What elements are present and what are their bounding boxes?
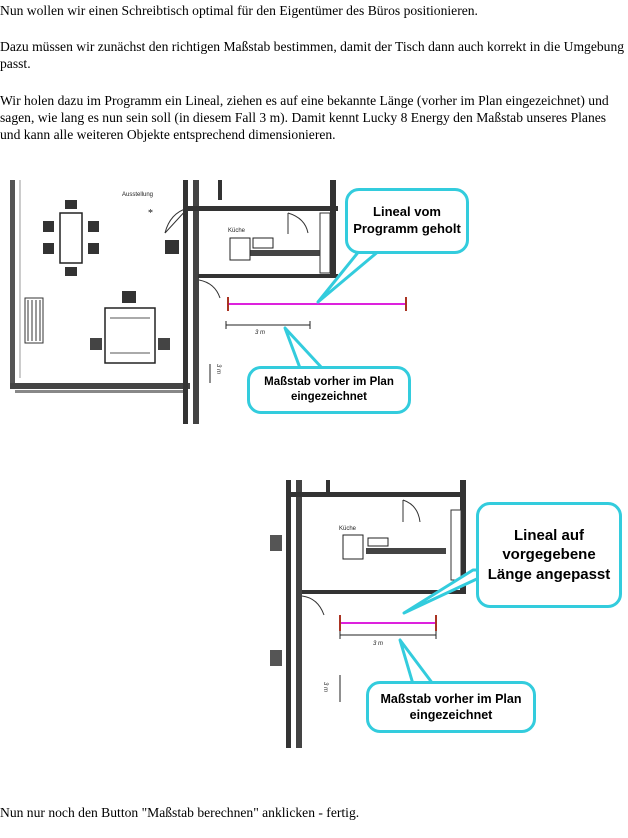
side-scale-label: 3 m: [322, 681, 329, 693]
closing-paragraph: Nun nur noch den Button "Maßstab berechnen" anklicken - fertig.: [0, 805, 360, 820]
floor-plan-figure-2: [268, 480, 626, 748]
callout-scale-drawn: Maßstab vorher im Plan eingezeichnet: [247, 366, 411, 414]
callout-ruler-from-program: Lineal vom Programm geholt: [345, 188, 469, 254]
scale-label: 3 m: [373, 641, 384, 647]
svg-text:*: *: [148, 208, 153, 219]
scale-label: 3 m: [255, 330, 266, 336]
side-scale-label: 3 m: [215, 363, 222, 375]
callout-scale-drawn: Maßstab vorher im Plan eingezeichnet: [366, 681, 536, 733]
room-label-kitchen: Küche: [339, 526, 357, 532]
floor-plan-figure-1: [0, 178, 480, 424]
ruler-paragraph: Wir holen dazu im Programm ein Lineal, ziehen es auf eine bekannte Länge (vorher im Plan eingezeichnet) und sagen, wie lang es nun sein soll (in diesem Fall 3 m). Damit kennt Lucky 8 Energy den Maßstab unseres Planes und kann alle weiteren Objekte entsprechend dimensionieren.: [0, 93, 609, 142]
room-label-kitchen: Küche: [228, 228, 246, 234]
intro-paragraph: Nun wollen wir einen Schreibtisch optimal für den Eigentümer des Büros positionieren.: [0, 3, 478, 18]
scale-paragraph: Dazu müssen wir zunächst den richtigen Maßstab bestimmen, damit der Tisch dann auch korrekt in die Umgebung passt.: [0, 39, 625, 71]
callout-ruler-adjusted: Lineal auf vorgegebene Länge angepasst: [476, 502, 622, 608]
room-label-ausstellung: Ausstellung: [122, 192, 154, 198]
